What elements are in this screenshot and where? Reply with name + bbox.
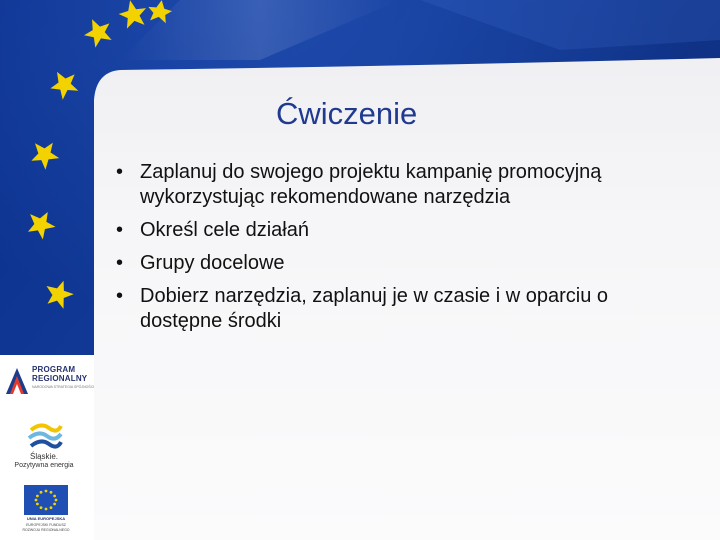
- bullet-item: • Zaplanuj do swojego projektu kampanię promocyjną wykorzystując rekomendowane narzędzia: [116, 160, 616, 210]
- bullet-list: [116, 160, 616, 342]
- eu-logo: [18, 483, 74, 539]
- program-title-line1: PROGRAM: [32, 365, 76, 374]
- eu-subtitle-line1: EUROPEJSKI FUNDUSZ: [26, 523, 66, 527]
- bullet-item: • Dobierz narzędzia, zaplanuj je w czasie i w oparciu o dostępne środki: [116, 284, 616, 334]
- bullet-item: • Grupy docelowe: [116, 251, 616, 276]
- slaskie-line1: Śląskie.: [29, 452, 58, 461]
- program-subtitle: NARODOWA STRATEGIA SPÓJNOŚCI: [32, 385, 95, 389]
- slaskie-logo: [10, 418, 80, 470]
- program-title-line2: REGIONALNY: [32, 374, 88, 383]
- eu-subtitle-line2: ROZWOJU REGIONALNEGO: [22, 528, 70, 532]
- eu-title: UNIA EUROPEJSKA: [26, 516, 66, 521]
- slide-title: Ćwiczenie: [276, 96, 418, 131]
- program-regionalny-logo: [4, 362, 95, 402]
- bullet-item: • Określ cele działań: [116, 218, 616, 243]
- eu-flag-icon: [24, 485, 68, 515]
- program-emblem-icon: [4, 364, 30, 400]
- slaskie-line2: Pozytywna energia: [14, 462, 74, 469]
- slaskie-wave-icon: [27, 420, 63, 452]
